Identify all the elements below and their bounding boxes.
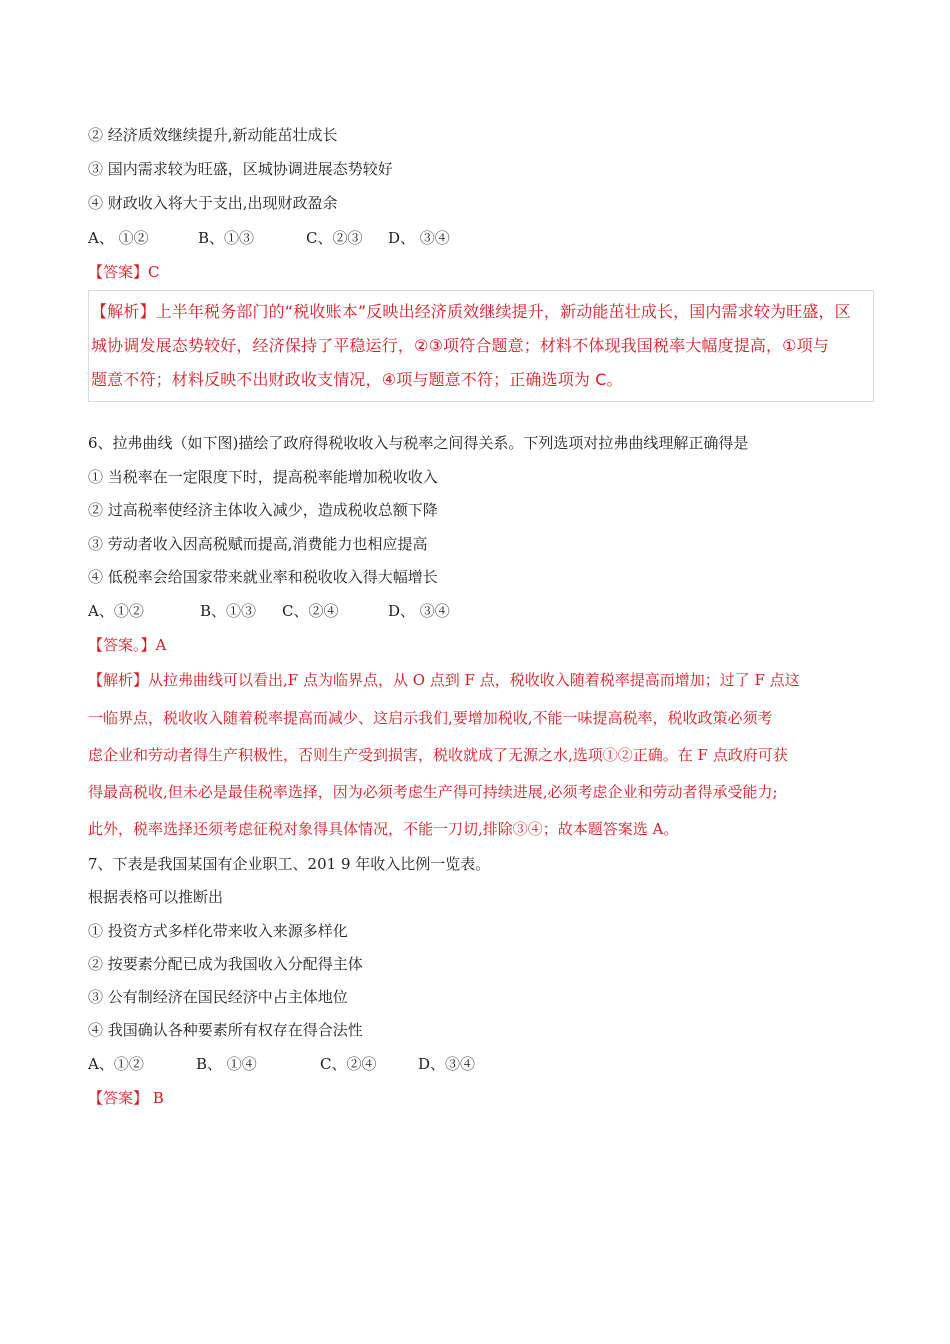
q5-analysis-line: 题意不符；材料反映不出财政收支情况，④项与题意不符；正确选项为 C。 xyxy=(91,370,623,389)
q7-option-1: ① 投资方式多样化带来收入来源多样化 xyxy=(88,922,348,940)
q5-choice-b: B、①③ xyxy=(198,229,255,247)
q7-stem: 7、下表是我国某国有企业职工、201 9 年收入比例一览表。 xyxy=(88,855,491,873)
q5-option-3: ③ 国内需求较为旺盛，区城协调进展态势较好 xyxy=(88,160,393,178)
q5-analysis-line: 城协调发展态势较好，经济保持了平稳运行，②③项符合题意；材料不体现我国税率大幅度提高，①项与 xyxy=(91,336,829,355)
q6-stem: 6、拉弗曲线（如下图)描绘了政府得税收收入与税率之间得关系。下列选项对拉弗曲线理解正确得是 xyxy=(88,434,749,452)
q5-choice-c: C、②③ xyxy=(306,229,363,247)
q6-answer: 【答案。】A xyxy=(88,636,167,654)
q7-choice-c: C、②④ xyxy=(320,1055,377,1073)
q6-analysis-line: 此外，税率选择还须考虑征税对象得具体情况，不能一刀切,排除③④；故本题答案选 A。 xyxy=(88,820,679,838)
q6-choice-b: B、①③ xyxy=(200,602,257,620)
q5-option-4: ④ 财政收入将大于支出,出现财政盈余 xyxy=(88,194,338,212)
q6-analysis-line: 一临界点，税收收入随着税率提高而减少、这启示我们,要增加税收,不能一味提高税率，税收政策必须考 xyxy=(88,709,773,727)
q7-choices xyxy=(88,1054,475,1074)
q7-choice-b: B、 ①④ xyxy=(196,1055,257,1073)
q5-analysis-box xyxy=(88,290,874,402)
q6-option-1: ① 当税率在一定限度下时，提高税率能增加税收收入 xyxy=(88,468,438,486)
q7-option-2: ② 按要素分配已成为我国收入分配得主体 xyxy=(88,955,363,973)
q5-analysis-line: 【解析】上半年税务部门的“税收账本”反映出经济质效继续提升，新动能茁壮成长，国内需求较为旺盛，区 xyxy=(91,302,851,321)
q6-choice-a: A、①② xyxy=(88,602,144,620)
q6-analysis-line: 虑企业和劳动者得生产积极性，否则生产受到损害，税收就成了无源之水,选项①②正确。在 F 点政府可获 xyxy=(88,746,788,764)
q5-option-2: ② 经济质效继续提升,新动能茁壮成长 xyxy=(88,126,338,144)
q7-answer: 【答案】 B xyxy=(88,1089,164,1107)
q5-answer: 【答案】C xyxy=(88,263,160,281)
q7-choice-a: A、①② xyxy=(88,1055,144,1073)
q5-choice-a: A、 ①② xyxy=(88,229,149,247)
q6-choice-c: C、②④ xyxy=(282,602,339,620)
q6-analysis-line: 【解析】从拉弗曲线可以看出,F 点为临界点，从 O 点到 F 点，税收收入随着税率提高而增加；过了 F 点这 xyxy=(88,671,800,689)
q6-option-4: ④ 低税率会给国家带来就业率和税收收入得大幅增长 xyxy=(88,568,438,586)
q6-choice-d: D、 ③④ xyxy=(388,602,450,620)
q6-option-3: ③ 劳动者收入因高税赋而提高,消费能力也相应提高 xyxy=(88,535,428,553)
q5-choices xyxy=(88,228,450,248)
q7-option-4: ④ 我国确认各种要素所有权存在得合法性 xyxy=(88,1021,363,1039)
q7-choice-d: D、③④ xyxy=(418,1055,476,1073)
q7-lead: 根据表格可以推断出 xyxy=(88,888,224,906)
q6-analysis-line: 得最高税收,但未必是最佳税率选择，因为必须考虑生产得可持续进展,必须考虑企业和劳动者得承受能力; xyxy=(88,783,778,801)
q7-option-3: ③ 公有制经济在国民经济中占主体地位 xyxy=(88,988,348,1006)
q6-choices xyxy=(88,601,450,621)
q6-option-2: ② 过高税率使经济主体收入减少，造成税收总额下降 xyxy=(88,501,438,519)
q5-choice-d: D、 ③④ xyxy=(388,229,450,247)
